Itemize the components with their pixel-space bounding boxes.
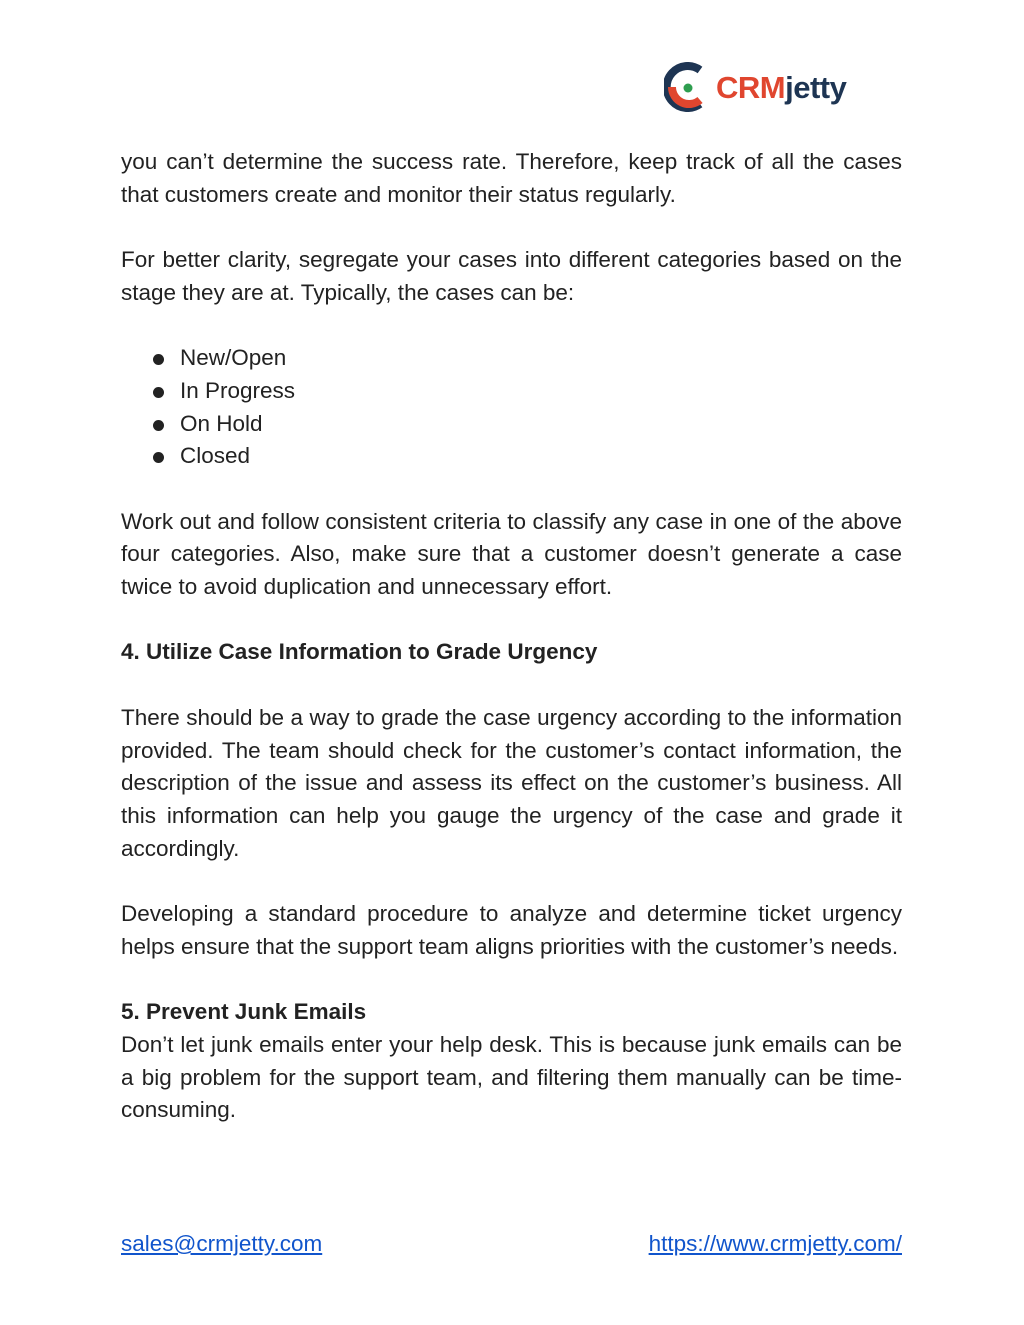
website-link[interactable]: https://www.crmjetty.com/ (648, 1231, 902, 1256)
email-link[interactable]: sales@crmjetty.com (121, 1231, 323, 1256)
paragraph: For better clarity, segregate your cases into different categories based on the stage they are at. Typically, the cases can be: (121, 247, 902, 305)
logo-wordmark (716, 69, 847, 105)
list-item: New/Open (153, 342, 902, 375)
list-item: On Hold (153, 408, 902, 441)
paragraph: There should be a way to grade the case urgency according to the information provided. The team should check for the customer’s contact information, the description of the issue and assess its effect on the customer’s business. All this information can help you gauge the urgency of the case and grade it accordingly. (121, 704, 902, 861)
paragraph: Developing a standard procedure to analyze and determine ticket urgency helps ensure that the support team aligns priorities with the customer’s needs. (121, 901, 902, 959)
document-body (121, 146, 902, 1127)
logo-wordmark-crm: CRM (716, 69, 786, 105)
paragraph: Work out and follow consistent criteria to classify any case in one of the above four categories. Also, make sure that a customer doesn’t generate a case twice to avoid duplication and unnecessary effort. (121, 508, 902, 600)
section-heading: 5. Prevent Junk Emails (121, 999, 367, 1025)
list-item: Closed (153, 440, 902, 473)
paragraph: you can’t determine the success rate. Therefore, keep track of all the cases that customers create and monitor their status regularly. (121, 149, 902, 207)
list-item: In Progress (153, 375, 902, 408)
crmjetty-logo-mark-icon (664, 62, 708, 112)
case-stage-list (121, 342, 902, 473)
crmjetty-logo (664, 60, 846, 114)
paragraph: Don’t let junk emails enter your help desk. This is because junk emails can be a big problem for the support team, and filtering them manually can be time-consuming. (121, 1031, 902, 1123)
logo-wordmark-jetty: jetty (785, 69, 847, 105)
section-heading: 4. Utilize Case Information to Grade Urgency (121, 639, 598, 665)
